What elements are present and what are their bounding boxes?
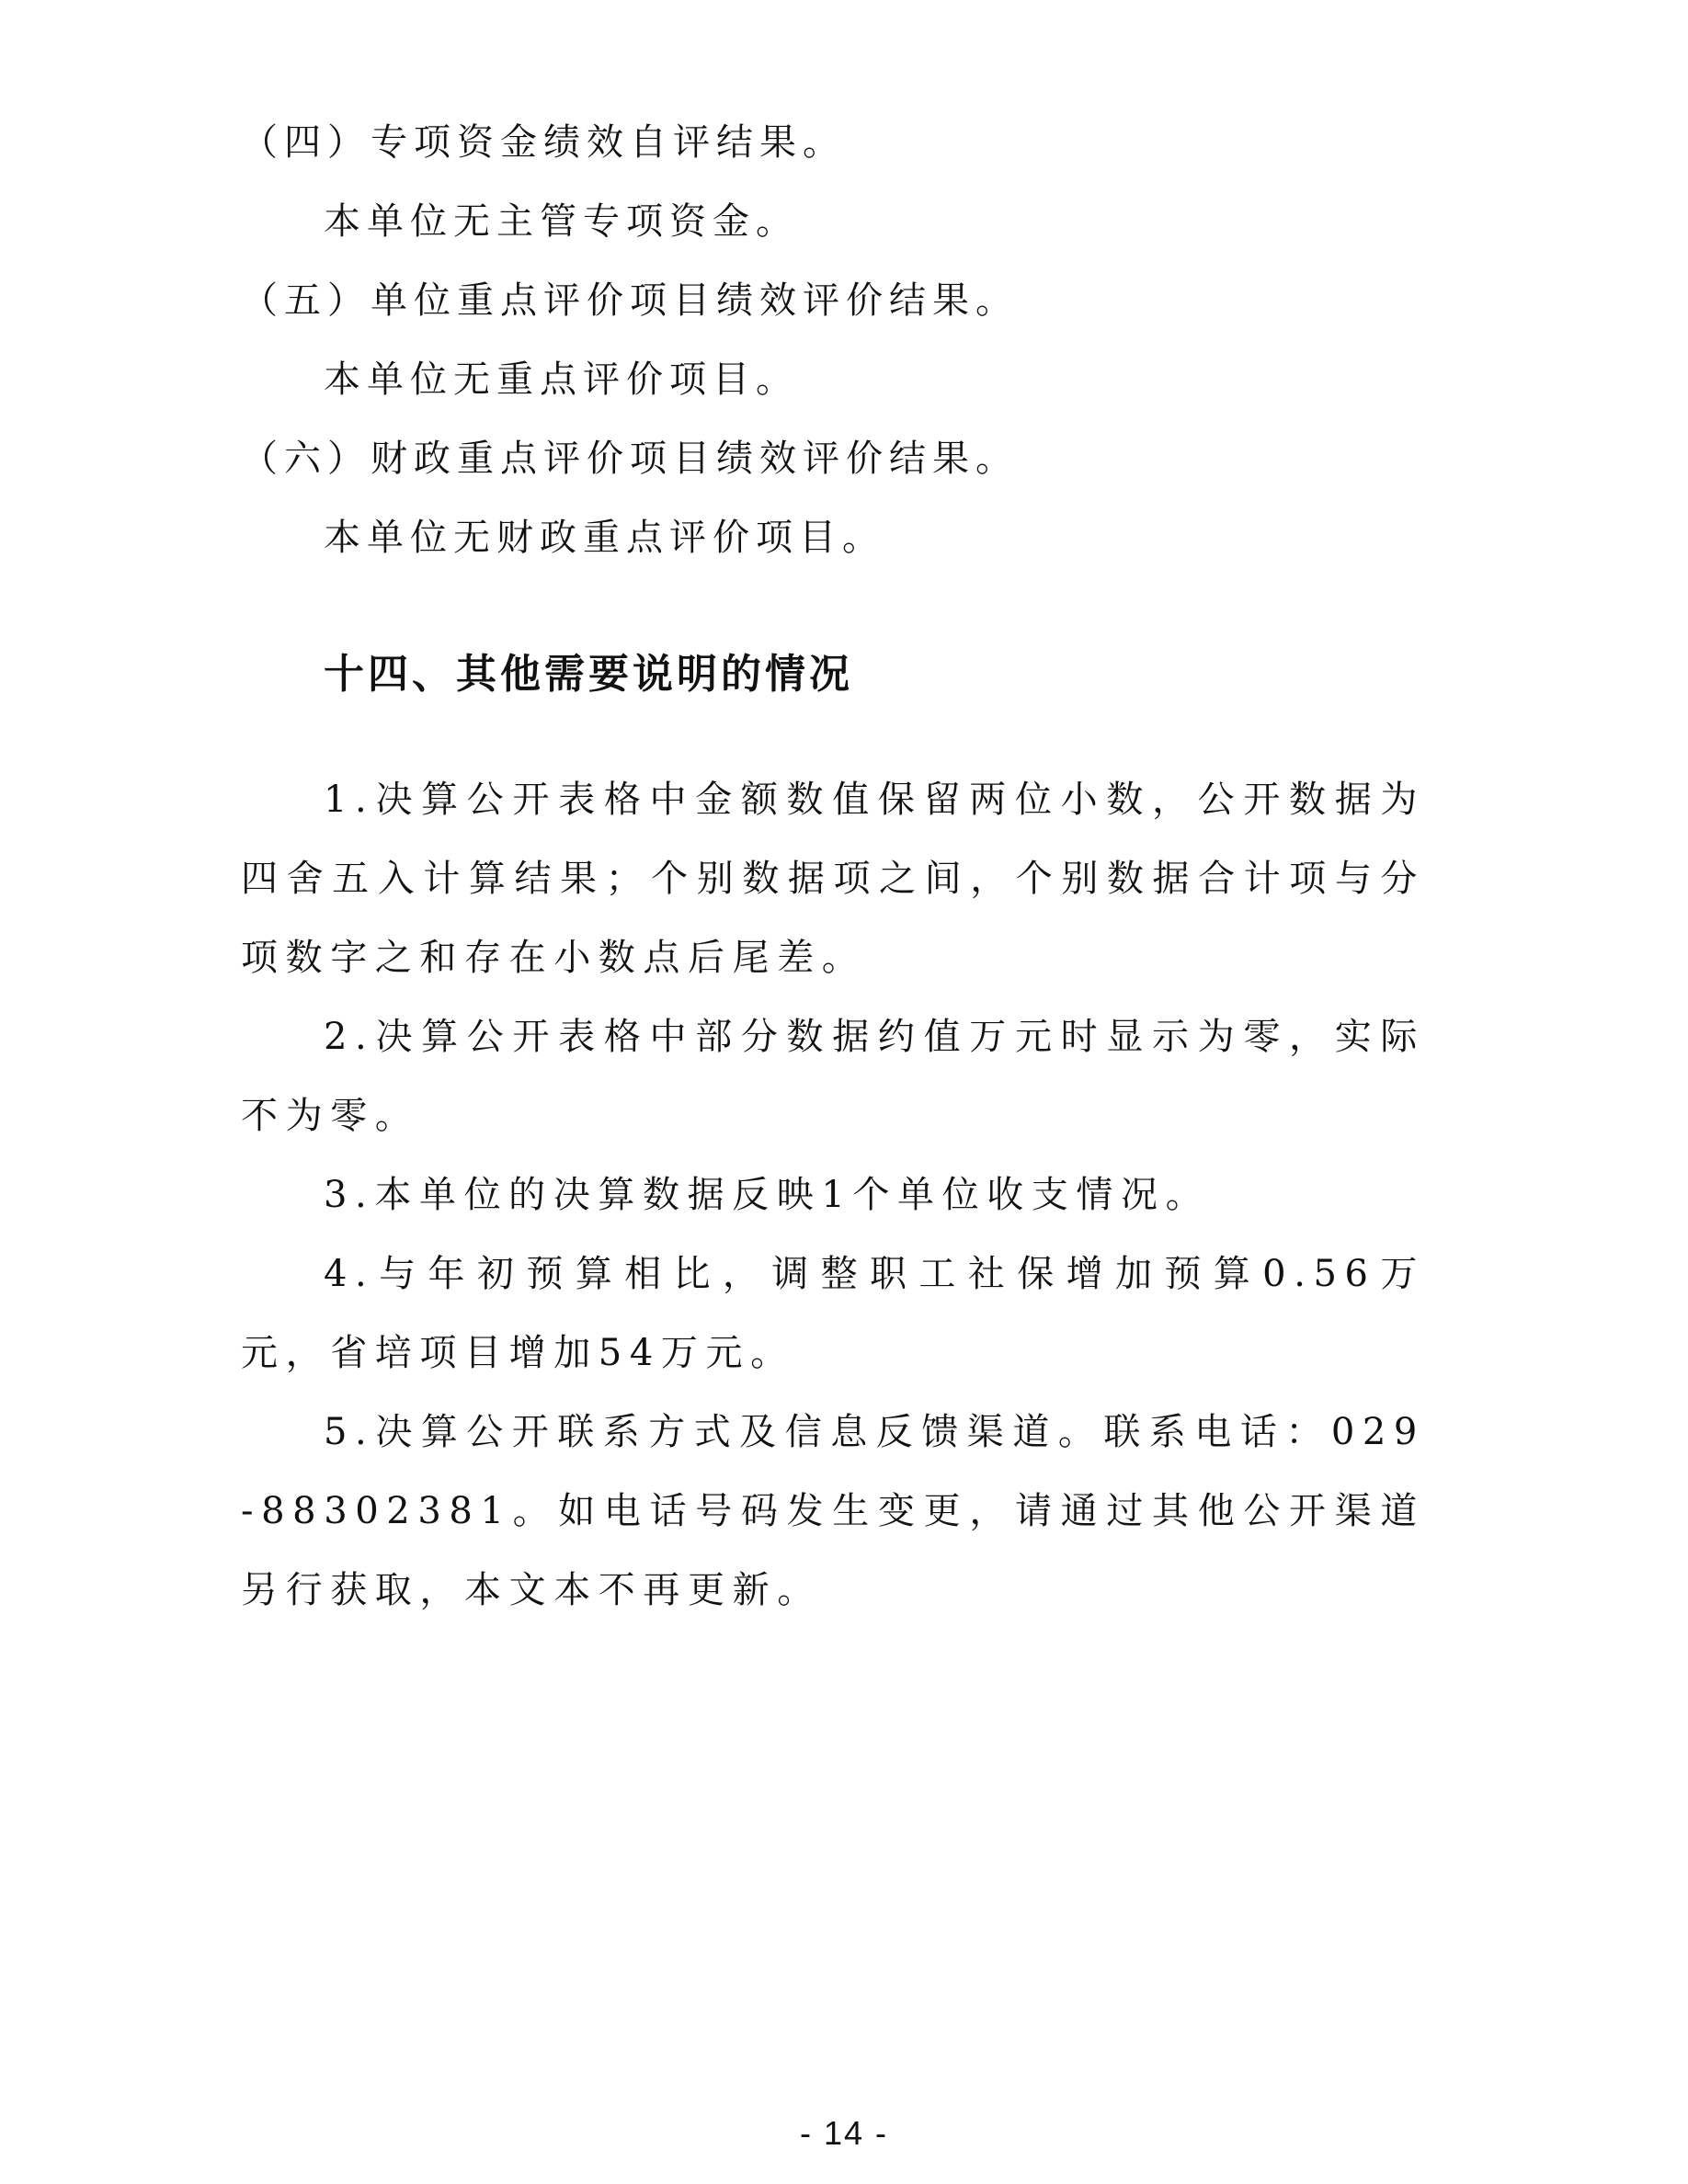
other-notes-section — [241, 635, 1425, 714]
section-body-unit-key-projects: 本单位无重点评价项目。 — [324, 358, 799, 401]
note-item-3: 3.本单位的决算数据反映1个单位收支情况。 — [324, 1174, 1211, 1216]
notes-list — [241, 760, 1425, 1630]
section-heading: 十四、其他需要说明的情况 — [324, 651, 853, 698]
note-item-5: 5.决算公开联系方式及信息反馈渠道。联系电话：029-88302381。如电话号码发生变更，请通过其他公开渠道另行获取，本文本不再更新。 — [241, 1411, 1425, 1611]
page-number: - 14 - — [799, 2114, 889, 2152]
note-item-2: 2.决算公开表格中部分数据约值万元时显示为零，实际不为零。 — [241, 1016, 1425, 1137]
note-item-4: 4.与年初预算相比，调整职工社保增加预算0.56万元，省培项目增加54万元。 — [241, 1253, 1425, 1374]
section-title-finance-key-projects: （六）财政重点评价项目绩效评价结果。 — [241, 438, 1019, 480]
performance-results-section — [241, 103, 1425, 577]
section-title-unit-key-projects: （五）单位重点评价项目绩效评价结果。 — [241, 279, 1019, 322]
note-item-1: 1.决算公开表格中金额数值保留两位小数，公开数据为四舍五入计算结果；个别数据项之间，个别数据合计项与分项数字之和存在小数点后尾差。 — [241, 779, 1425, 979]
section-title-special-funds: （四）专项资金绩效自评结果。 — [241, 121, 846, 164]
section-body-finance-key-projects: 本单位无财政重点评价项目。 — [324, 517, 885, 559]
section-body-special-funds: 本单位无主管专项资金。 — [324, 200, 799, 243]
